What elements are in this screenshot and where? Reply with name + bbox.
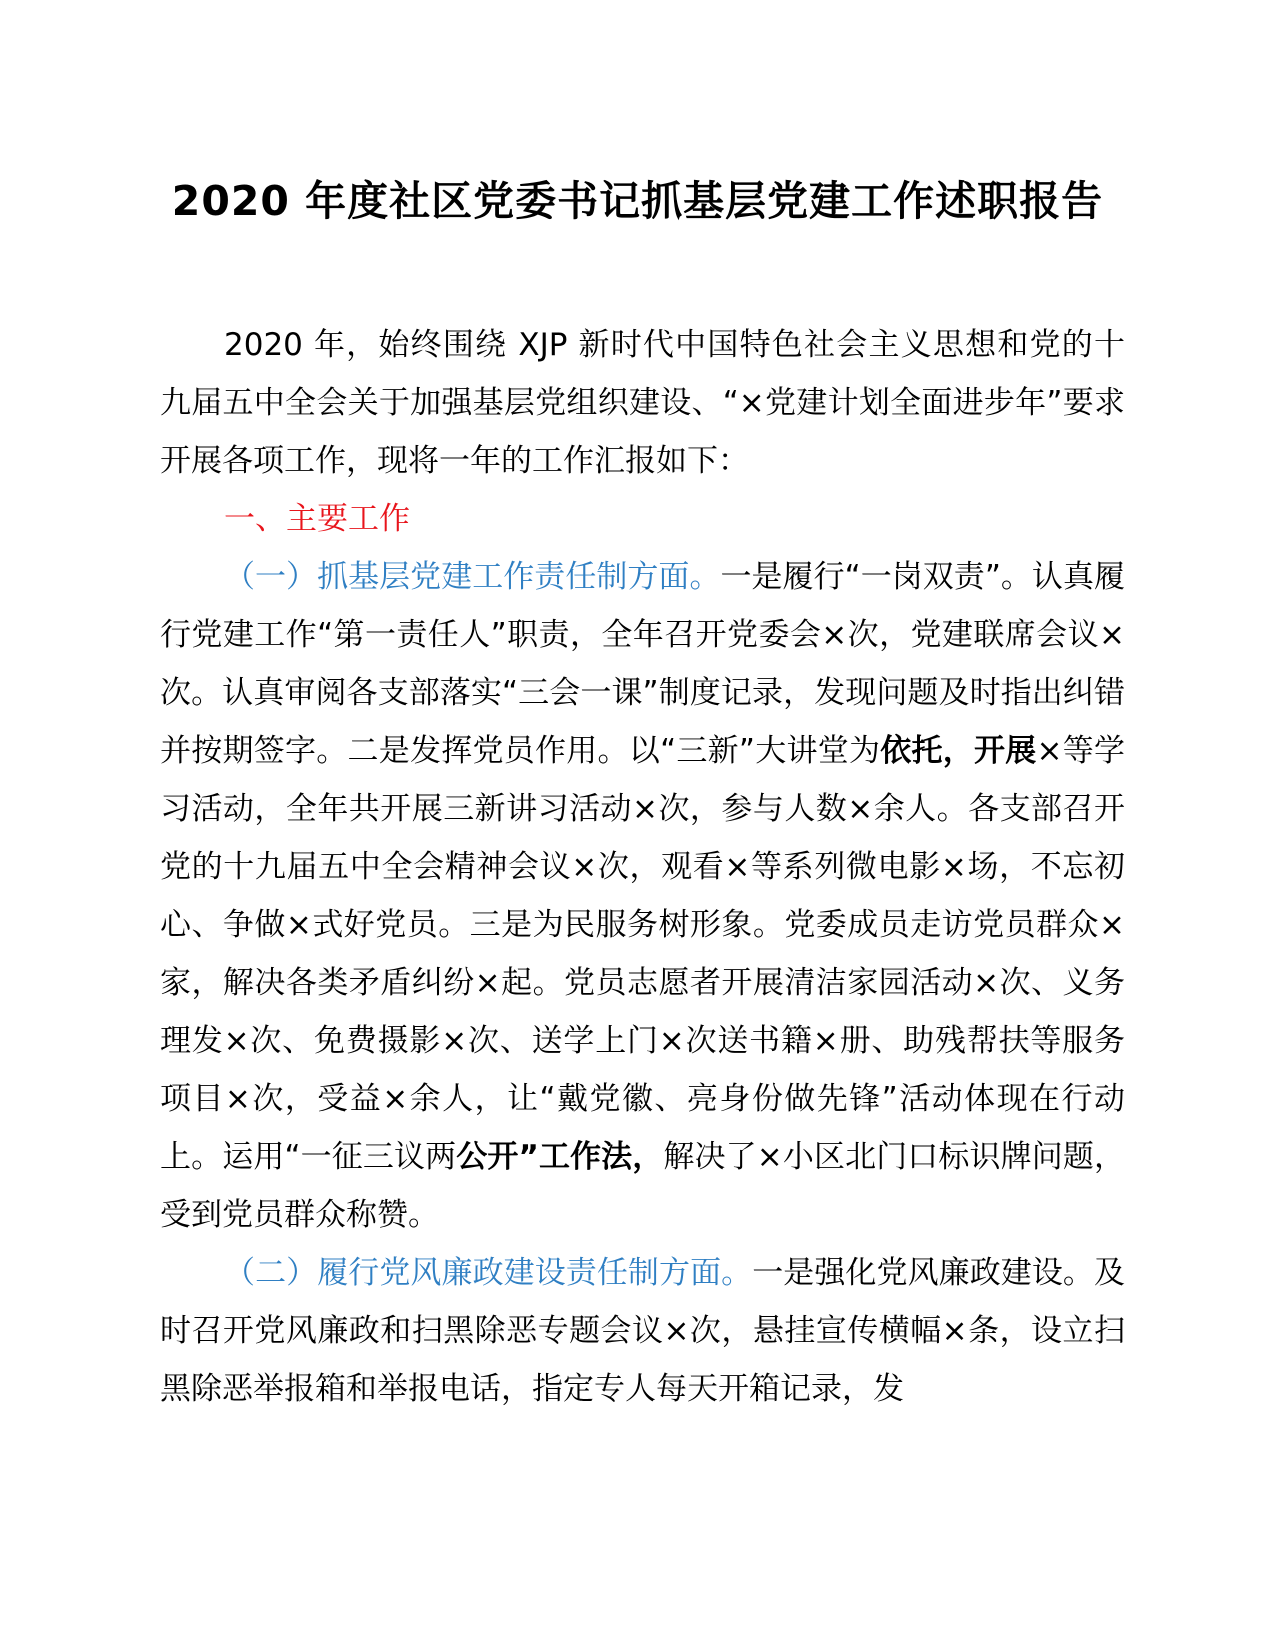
intro-paragraph: 2020 年，始终围绕 XJP 新时代中国特色社会主义思想和党的十九届五中全会关于加强基层党组织建设、“×党建计划全面进步年”要求开展各项工作，现将一年的工作汇报如下： <box>160 327 1125 479</box>
document-title: 2020 年度社区党委书记抓基层党建工作述职报告 <box>171 177 1104 225</box>
subsection-1-text-c: 解决了×小区北门口标识牌问题，受到党员群众称赞。 <box>160 1139 1125 1233</box>
subsection-1-text-b: ×等学习活动，全年共开展三新讲习活动×次，参与人数×余人。各支部召开党的十九届五中全会精神会议×次，观看×等系列微电影×场，不忘初心、争做×式好党员。三是为民服务树形象。党委成员走访党员群众×家，解决各类矛盾纠纷×起。党员志愿者开展清洁家园活动×次、义务理发×次、免费摄影×次、送学上门×次送书籍×册、助残帮扶等服务项目×次，受益×余人，让“戴党徽、亮身份做先锋”活动体现在行动上。运用“一征三议两 <box>160 733 1125 1175</box>
subsection-2-paragraph <box>160 1244 1125 1418</box>
subsection-1-bold-b: 公开”工作法， <box>456 1139 664 1175</box>
document-body <box>160 316 1125 1418</box>
subsection-2-heading: （二）履行党风廉政建设责任制方面。 <box>224 1255 753 1291</box>
subsection-1-paragraph <box>160 548 1125 1244</box>
subsection-1-text-a: 一是履行“一岗双责”。认真履行党建工作“第一责任人”职责，全年召开党委会×次，党建联席会议×次。认真审阅各支部落实“三会一课”制度记录，发现问题及时指出纠错并按期签字。二是发挥党员作用。以“三新”大讲堂为 <box>160 559 1125 769</box>
subsection-1-heading: （一）抓基层党建工作责任制方面。 <box>224 559 721 595</box>
subsection-2-text: 一是强化党风廉政建设。及时召开党风廉政和扫黑除恶专题会议×次，悬挂宣传横幅×条，设立扫黑除恶举报箱和举报电话，指定专人每天开箱记录，发 <box>160 1255 1126 1407</box>
subsection-1-bold-a: 依托，开展 <box>880 733 1037 769</box>
section-heading-main-work: 一、主要工作 <box>224 501 410 537</box>
